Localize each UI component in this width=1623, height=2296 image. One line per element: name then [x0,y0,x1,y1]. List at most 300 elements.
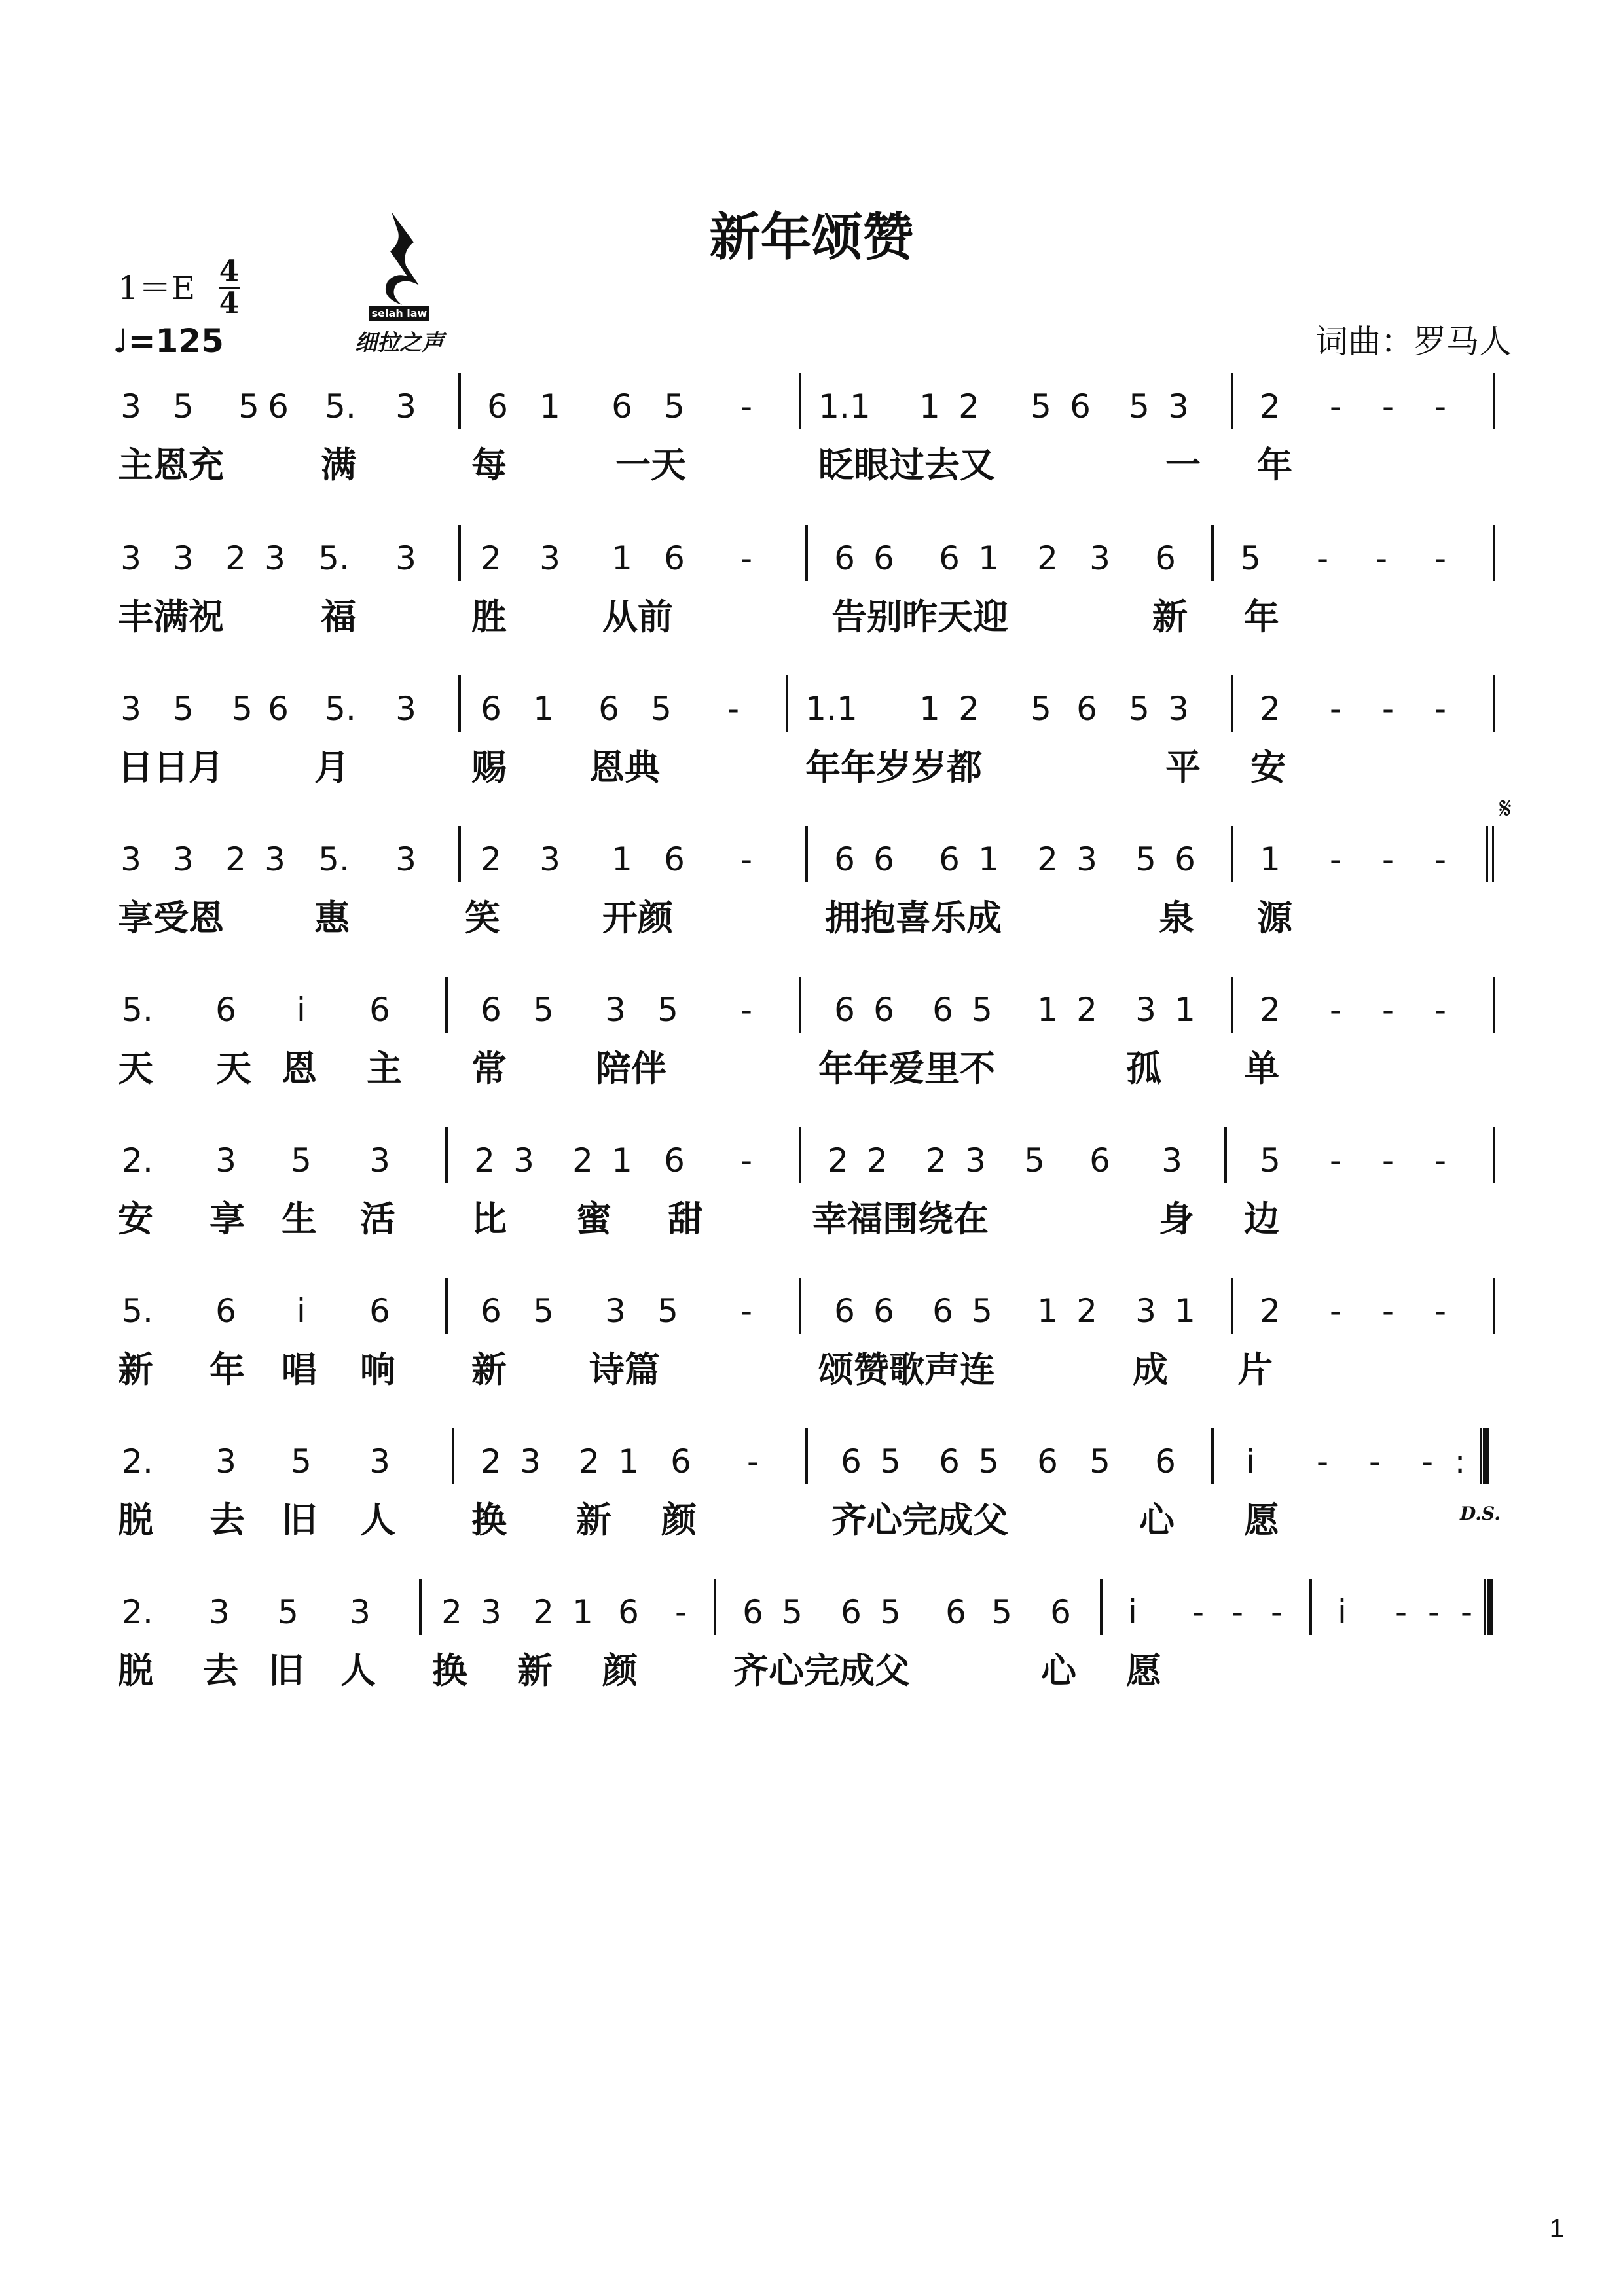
barline [1231,373,1233,429]
note: 3 [1135,991,1156,1029]
lyric: 一天 [615,444,686,486]
note: 3 [1168,387,1189,425]
barline [1309,1579,1312,1635]
note: 2 [572,1141,593,1179]
barline [799,977,801,1033]
score-row [118,1572,1512,1703]
note: 3 [215,1443,236,1480]
barline [458,373,461,429]
lyric: 开颜 [602,897,673,939]
barline [458,826,461,882]
lyric: 成 [1133,1349,1168,1390]
logo-tag: selah law [369,306,429,321]
note: 5 [238,387,259,425]
page-number: 1 [1549,2214,1564,2243]
note: - [1329,840,1342,878]
note: 6 [873,840,894,878]
lyric: 新 [118,1349,153,1390]
note: 6 [618,1593,639,1631]
notation-line [118,367,1512,439]
note: 3 [173,840,194,878]
lyric: 赐 [471,747,507,788]
note: 6 [841,1593,862,1631]
score-row [118,669,1512,800]
note: - [1329,690,1342,728]
note: 3 [605,991,626,1029]
note: 6 [834,840,855,878]
credits: 词曲：罗马人 [1315,323,1512,361]
lyric: 比 [471,1198,507,1240]
lyric: 片 [1237,1349,1273,1390]
notation-line [118,1572,1512,1644]
lyric: 恩 [282,1048,317,1089]
note: - [727,690,740,728]
song-title: 新年颂赞 [709,208,914,267]
lyric: 年 [1244,596,1279,637]
note: 5 [173,690,194,728]
note: i [1246,1443,1255,1480]
note: - [1329,1292,1342,1330]
lyric: 年年爱里不 [818,1048,995,1089]
lyric: 天 [118,1048,153,1089]
note: 1 [572,1593,593,1631]
note: 1 [539,387,560,425]
notation-line [118,1422,1512,1494]
lyric: 换 [432,1650,467,1691]
time-signature-top: 4 [219,255,240,288]
lyric: 福 [321,596,356,637]
barline [1480,1428,1489,1484]
lyrics-line [118,740,1512,792]
lyric: 换 [471,1499,507,1541]
lyric: 诗篇 [589,1349,660,1390]
note: 3 [1161,1141,1182,1179]
note: 5 [1240,539,1261,577]
note: - [1192,1593,1205,1631]
lyric: 幸福围绕在 [812,1198,989,1240]
note: 6 [873,539,894,577]
barline [1493,1278,1495,1334]
note: 6 [841,1443,862,1480]
note: i [297,991,306,1029]
note: 2 [958,690,979,728]
score-row [118,1422,1512,1552]
note: 5. [325,387,356,425]
note: i [297,1292,306,1330]
note: : [1454,1443,1466,1480]
note: 5 [972,991,993,1029]
note: 6 [670,1443,691,1480]
note: 1 [1175,991,1195,1029]
lyric: 响 [360,1349,395,1390]
note: 6 [945,1593,966,1631]
note: 2 [926,1141,947,1179]
lyric: 心 [1041,1650,1076,1691]
lyric: 满 [321,444,356,486]
note: 6 [939,840,960,878]
note: 6 [598,690,619,728]
barline [1224,1127,1227,1183]
note: 3 [520,1443,541,1480]
note: 6 [1070,387,1091,425]
note: 6 [834,1292,855,1330]
note: 6 [1050,1593,1071,1631]
note: - [1381,1292,1395,1330]
note: - [740,840,753,878]
lyric: 蜜 [576,1198,611,1240]
note: 3 [1168,690,1189,728]
note: - [1434,991,1447,1029]
note: - [740,539,753,577]
note: 2 [225,539,246,577]
note: 5 [1260,1141,1281,1179]
lyric: 单 [1244,1048,1279,1089]
lyrics-line [118,1191,1512,1244]
barline [799,1127,801,1183]
note: - [1329,1141,1342,1179]
note: 2 [225,840,246,878]
note: 1 [919,690,940,728]
note: 2 [1076,991,1097,1029]
lyric: 人 [340,1650,376,1691]
note: 6 [873,1292,894,1330]
note: 5 [533,1292,554,1330]
lyric: 身 [1159,1198,1194,1240]
time-signature [216,257,242,319]
lyric: 安 [118,1198,153,1240]
note: - [1427,1593,1440,1631]
barline [805,826,808,882]
lyric: 恩典 [589,747,660,788]
note: - [1434,539,1447,577]
lyric: 主恩充 [118,444,224,486]
note: 2. [122,1141,153,1179]
lyric: 一 [1165,444,1201,486]
note: 6 [664,539,685,577]
note: 1 [618,1443,639,1480]
note: 5 [533,991,554,1029]
note: 1 [1037,991,1058,1029]
lyric: 去 [203,1650,238,1691]
note: - [740,1292,753,1330]
note: 5. [318,539,350,577]
note: 2 [579,1443,600,1480]
barline [805,525,808,581]
lyric: 愿 [1244,1499,1279,1541]
lyric: 甜 [668,1198,703,1240]
note: 5 [880,1593,901,1631]
note: 5. [122,991,153,1029]
note: - [1395,1593,1408,1631]
note: 3 [209,1593,230,1631]
barline [445,977,448,1033]
note: - [1381,991,1395,1029]
lyric: 泉 [1159,897,1194,939]
barline [799,1278,801,1334]
time-signature-bottom: 4 [219,287,240,320]
barline [1493,525,1495,581]
note: - [1368,1443,1381,1480]
note: - [740,991,753,1029]
note: 1 [1260,840,1281,878]
lyric: 颜 [602,1650,638,1691]
lyric: 拥抱喜乐成 [825,897,1002,939]
lyric: 平 [1165,747,1201,788]
note: 3 [1135,1292,1156,1330]
lyric: 新 [1152,596,1188,637]
note: 2 [474,1141,495,1179]
note: 6 [932,1292,953,1330]
note: 6 [1037,1443,1058,1480]
barline [714,1579,716,1635]
lyric: 月 [314,747,350,788]
note: - [1316,1443,1329,1480]
note: 6 [481,690,501,728]
note: - [1460,1593,1473,1631]
lyric: 新 [471,1349,507,1390]
note: 3 [369,1443,390,1480]
note: 5 [291,1443,312,1480]
note: 6 [611,387,632,425]
note: 1.1 [805,690,858,728]
barline [458,675,461,732]
note: 1 [978,539,999,577]
note: - [1381,690,1395,728]
lyrics-line [118,1342,1512,1394]
barline [458,525,461,581]
note: i [1128,1593,1137,1631]
lyric: 享受恩 [118,897,224,939]
note: 5 [1024,1141,1045,1179]
note: 2 [1260,690,1281,728]
lyric: 脱 [118,1499,153,1541]
notation-line [118,1271,1512,1343]
note: - [1434,1292,1447,1330]
barline [799,373,801,429]
lyric: 常 [471,1048,507,1089]
note: 6 [481,991,501,1029]
note: - [746,1443,759,1480]
score-row [118,1271,1512,1402]
note: - [740,1141,753,1179]
note: 5. [325,690,356,728]
note: - [1231,1593,1244,1631]
lyric: 齐心完成父 [831,1499,1008,1541]
note: 3 [965,1141,986,1179]
barline [1211,525,1214,581]
barline [445,1127,448,1183]
note: - [674,1593,687,1631]
note: 6 [1155,539,1176,577]
note: 3 [215,1141,236,1179]
note: - [1434,840,1447,878]
note: 5 [657,991,678,1029]
note: 5 [173,387,194,425]
barline [1493,977,1495,1033]
note: 6 [1089,1141,1110,1179]
note: 3 [120,690,141,728]
note: 2 [1260,387,1281,425]
lyric: 颜 [661,1499,697,1541]
lyric: 旧 [268,1650,304,1691]
note: 3 [264,539,285,577]
notation-line [118,970,1512,1042]
lyric: 陪伴 [596,1048,666,1089]
note: 5. [318,840,350,878]
note: 2. [122,1443,153,1480]
note: 3 [539,539,560,577]
note: 6 [873,991,894,1029]
note: 1 [533,690,554,728]
note: 6 [369,1292,390,1330]
barline [1493,373,1495,429]
note: 5 [1030,690,1051,728]
note: 1 [611,840,632,878]
note: 3 [481,1593,501,1631]
note: 5 [782,1593,803,1631]
lyric: 享 [210,1198,245,1240]
barline [445,1278,448,1334]
note: 6 [932,991,953,1029]
barline [1100,1579,1103,1635]
note: 6 [215,991,236,1029]
note: 5 [1089,1443,1110,1480]
note: 2. [122,1593,153,1631]
note: 6 [664,840,685,878]
lyric: 愿 [1126,1650,1161,1691]
note: 5 [291,1141,312,1179]
note: 5 [991,1593,1012,1631]
note: 5 [1129,690,1150,728]
note: 6 [487,387,508,425]
barline [1486,826,1494,882]
barline [1484,1579,1493,1635]
note: 3 [605,1292,626,1330]
barline [786,675,788,732]
lyric: 天 [216,1048,251,1089]
lyrics-line [118,1041,1512,1093]
note: 6 [664,1141,685,1179]
note: - [1316,539,1329,577]
note: - [1270,1593,1283,1631]
lyric: 安 [1250,747,1286,788]
notation-line [118,518,1512,590]
lyric: 活 [360,1198,395,1240]
barline [1493,1127,1495,1183]
note: 2 [1260,991,1281,1029]
barline [805,1428,808,1484]
note: - [1381,1141,1395,1179]
note: 6 [939,1443,960,1480]
note: 5. [122,1292,153,1330]
note: 3 [395,539,416,577]
note: 1 [1037,1292,1058,1330]
note: 3 [369,1141,390,1179]
note: 3 [395,387,416,425]
lyric: 心 [1139,1499,1175,1541]
lyric: 日日月 [118,747,224,788]
lyrics-line [118,437,1512,490]
lyric: 告别昨天迎 [831,596,1008,637]
barline [1211,1428,1214,1484]
note: 5 [1129,387,1150,425]
note: 5 [1135,840,1156,878]
note: 5 [972,1292,993,1330]
lyric: 颂赞歌声连 [818,1349,995,1390]
note: 1 [919,387,940,425]
note: 5 [880,1443,901,1480]
note: 5 [657,1292,678,1330]
barline [1231,977,1233,1033]
lyric: 孤 [1126,1048,1161,1089]
score-row [118,819,1512,950]
note: 1.1 [818,387,871,425]
notation-line [118,669,1512,741]
publisher-logo [340,208,458,359]
note: 1 [978,840,999,878]
note: 2 [533,1593,554,1631]
note: 2 [867,1141,888,1179]
note: 1 [611,539,632,577]
barline [1231,1278,1233,1334]
score-row [118,518,1512,649]
lyric: 年 [1257,444,1292,486]
barline [452,1428,454,1484]
note: 2 [441,1593,462,1631]
lyric: 年年岁岁都 [805,747,982,788]
note: 3 [539,840,560,878]
note: 5 [664,387,685,425]
note: 3 [120,539,141,577]
note: 2 [481,1443,501,1480]
note: 3 [120,840,141,878]
note: 6 [834,991,855,1029]
lyric: 年 [210,1349,245,1390]
barline [1231,826,1233,882]
lyric: 唱 [282,1349,317,1390]
note: 2 [1260,1292,1281,1330]
lyric: 从前 [602,596,673,637]
tempo-marking [113,322,224,360]
note: 6 [1076,690,1097,728]
lyrics-line [118,1643,1512,1695]
barline [419,1579,422,1635]
note: 6 [939,539,960,577]
note: - [1381,387,1395,425]
lyric: 旧 [282,1499,317,1541]
note: 2 [481,840,501,878]
lyric: 惠 [314,897,350,939]
note: 5 [278,1593,299,1631]
note: 3 [395,690,416,728]
note: 6 [215,1292,236,1330]
note: 3 [1076,840,1097,878]
lyric: 新 [576,1499,611,1541]
note: - [1381,840,1395,878]
lyrics-line [118,1492,1512,1545]
note: 2 [958,387,979,425]
quarter-note-icon: ♩ [113,322,128,360]
note: 1 [611,1141,632,1179]
segno-icon: 𝄋 [1499,792,1512,825]
note: 3 [173,539,194,577]
lyric: 齐心完成父 [733,1650,910,1691]
note: 3 [264,840,285,878]
note: 6 [834,539,855,577]
note: - [1329,991,1342,1029]
note: - [1434,387,1447,425]
note: 5 [978,1443,999,1480]
